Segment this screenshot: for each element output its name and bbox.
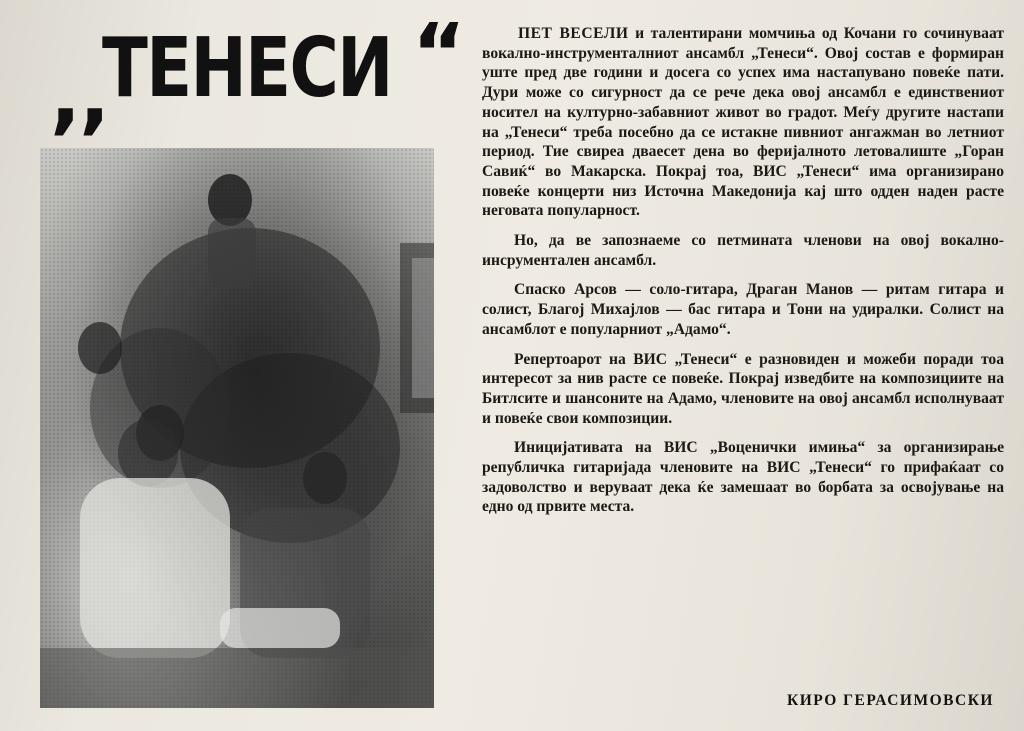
article-lead-text: и талентирани момчиња од Кочани го сочинуваат вокално-инструменталниот ансамбл „Тенеси“. Овој состав е формиран уште пред две години и досега со успех има настапувано повеќе пати. Дури може со сигурност да се рече дека овој ансамбл е единствениот носител на културно-забавниот живот во градот. Меѓу другите настапи на „Тенеси“ треба посебно да се истакне пивниот ангажман во летниот период. Тие свиреа дваесет дена во феријалното летовалиште „Горан Савиќ“ во Макарска. Покрај тоа, ВИС „Тенеси“ има организирано повеќе концерти низ Источна Македонија кај што одден наден расте неговата популарност. <box>482 25 1004 220</box>
article-lead-caps: ПЕТ ВЕСЕЛИ <box>518 25 629 42</box>
article-paragraph: Репертоарот на ВИС „Тенеси“ е разновиден и можеби поради тоа интересот за нив расте се повеќе. Покрај изведбите на композициите на Битлсите и шансоните на Адамо, членовите на овој ансамбл исполнуваат и повеќе свои композиции. <box>482 350 1004 427</box>
band-photo-icon <box>40 148 434 708</box>
headline-close-quote: “ <box>412 7 464 102</box>
article-body <box>482 24 1004 714</box>
article-paragraph: Иницијативата на ВИС „Воценички имиња“ за организирање републичка гитаријада членовите на ВИС „Тенеси“ го прифаќаат со задоволство и веруваат дека ќе замешаат во борбата за освојување на едно од првите места. <box>482 439 1004 516</box>
headline-title: ТЕНЕСИ <box>102 21 392 116</box>
article-headline <box>50 7 464 144</box>
article-paragraph: Но, да ве запознаеме со петмината членови на овој вокално-инсрументален ансамбл. <box>482 232 1004 269</box>
article-paragraph: Спаско Арсов — соло-гитара, Драган Манов — ритам гитара и солист, Благој Михајлов — бас гитара и Тони на удиралки. Солист на ансамблот е популарниот „Адамо“. <box>482 281 1004 338</box>
headline-open-quote: ,, <box>50 49 109 144</box>
author-signature: КИРО ГЕРАСИМОВСКИ <box>787 692 994 709</box>
article-paragraph <box>482 24 1004 221</box>
band-photo <box>40 148 434 708</box>
